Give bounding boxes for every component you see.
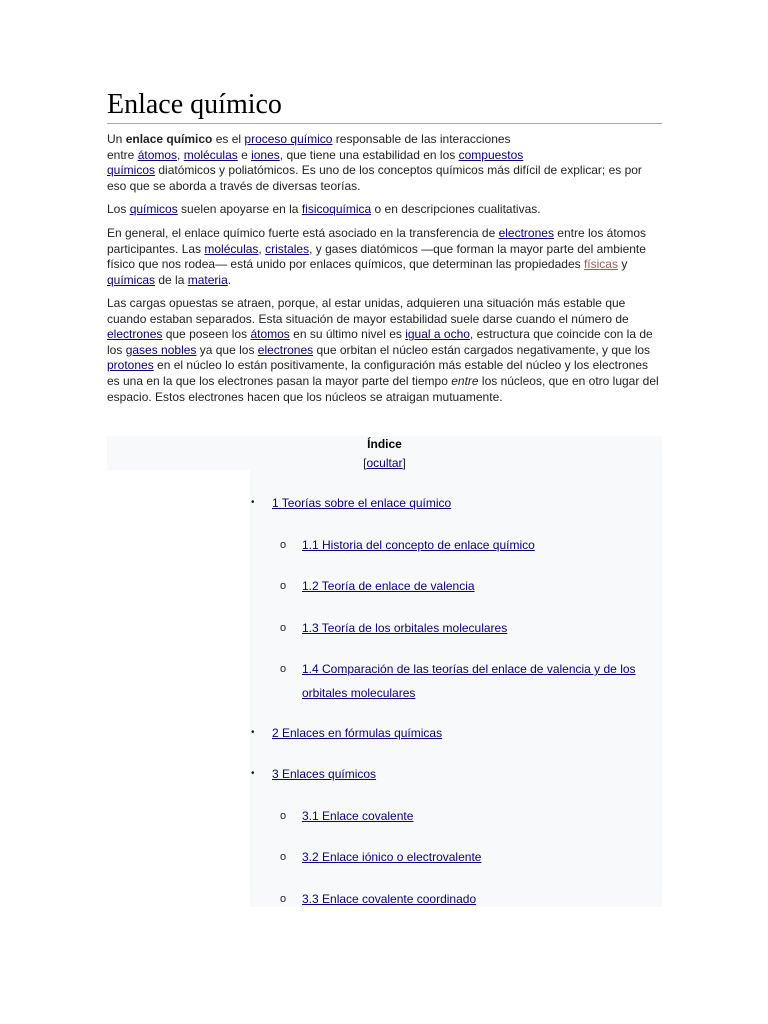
text: Un [107,132,126,146]
toc-link[interactable]: orbitales moleculares [302,686,416,700]
bullet-icon: • [251,768,255,779]
circle-bullet-icon: o [280,663,287,675]
link-compuestos[interactable]: compuestos [458,147,524,162]
text: , estructura que coincide con la de los [107,327,653,357]
link-gases-nobles[interactable]: gases nobles [125,342,197,357]
toc-item [251,721,443,745]
text: . [227,272,232,287]
text: los núcleos, que en otro lugar del espacio. Estos electrones hacen que los núcleos se atraigan mutuamente. [107,373,659,404]
link-quimicos[interactable]: químicos [107,163,156,178]
toc-item [251,491,452,515]
text: entre los átomos participantes. Las [107,226,646,256]
toc-link[interactable]: 1 Teorías sobre el enlace químico [272,496,452,510]
text: responsable de las interacciones [332,132,511,146]
text: diatómicos y poliatómicos. Es uno de los conceptos químicos más difícil de explicar; es por eso que se aborda a través de diversas teorías. [107,163,642,193]
text: en su último nivel es [289,327,406,342]
link-moleculas[interactable]: moléculas [204,241,259,256]
toc-item [280,804,414,828]
circle-bullet-icon: o [280,851,287,863]
link-moleculas[interactable]: moléculas [183,147,238,162]
text: en el núcleo lo están positivamente, la configuración más estable del núcleo y los electrones es una en la que los electrones pasan la mayor parte del tiempo [107,358,648,388]
bracket: ] [402,456,406,470]
toc-link[interactable]: 1.2 Teoría de enlace de valencia [302,579,475,593]
text: En general, el enlace químico fuerte está asociado en la transferencia de [107,226,499,240]
toc-item [280,574,475,598]
link-fisicoquimica[interactable]: fisicoquímica [301,202,372,216]
toc-item [280,887,477,911]
toc-link[interactable]: 3 Enlaces químicos [272,767,377,781]
page-title: Enlace químico [107,88,662,124]
toc-link[interactable]: 3.3 Enlace covalente coordinado [302,892,477,906]
toc-title: Índice [367,437,402,451]
text: , que tiene una estabilidad en los [279,147,459,162]
toc-toggle [107,456,662,470]
paragraph-3 [107,226,662,288]
bullet-icon: • [251,727,255,738]
toc-item [280,616,508,640]
link-igual-a-ocho[interactable]: igual a ocho [405,327,470,342]
toc-link[interactable]: 1.4 Comparación de las teorías del enlace de valencia y de los [302,662,636,676]
link-protones[interactable]: protones [107,358,154,373]
toc-item [251,762,377,786]
link-quimicos[interactable]: químicos [129,202,178,216]
link-electrones[interactable]: electrones [257,342,314,357]
link-atomos[interactable]: átomos [137,147,178,162]
text: entre [107,147,138,162]
text: suelen apoyarse en la [177,202,302,216]
link-iones[interactable]: iones [251,147,280,162]
text: que orbitan el núcleo están cargados negativamente, y que los [313,342,651,357]
circle-bullet-icon: o [280,539,287,551]
text: ya que los [196,342,258,357]
toc-item [280,533,535,557]
link-atomos[interactable]: átomos [250,327,290,342]
link-quimicas[interactable]: químicas [107,272,156,287]
text: , y gases diatómicos —que forman la mayor parte del ambiente físico que nos rodea— está unido por enlaces químicos, que determinan las propiedades [107,241,646,272]
toc-link[interactable]: 1.3 Teoría de los orbitales moleculares [302,621,508,635]
text: Las cargas opuestas se atraen, porque, al estar unidas, adquieren una situación más estable que cuando estaban separados. Esta situación de mayor estabilidad suele darse cuando el número de [107,296,629,326]
text: y [617,257,628,272]
link-proceso-quimico[interactable]: proceso químico [244,132,333,146]
toc-link[interactable]: 3.1 Enlace covalente [302,809,414,823]
link-electrones[interactable]: electrones [498,226,554,240]
link-materia[interactable]: materia [187,272,228,287]
toc-link[interactable]: 3.2 Enlace iónico o electrovalente [302,850,482,864]
circle-bullet-icon: o [280,810,287,822]
toc-item [280,657,662,705]
bold-term: enlace químico [125,132,213,146]
toc-link[interactable]: 2 Enlaces en fórmulas químicas [272,726,443,740]
toc-item [280,845,482,869]
paragraph-2 [107,202,662,218]
circle-bullet-icon: o [280,893,287,905]
link-electrones[interactable]: electrones [107,327,163,342]
intro-paragraph [107,132,662,194]
toc-link[interactable]: 1.1 Historia del concepto de enlace químico [302,538,535,552]
text: o en descripciones cualitativas. [371,202,541,216]
text: de la [155,272,188,287]
text: que poseen los [162,327,251,342]
link-fisicas[interactable]: físicas [583,257,618,272]
bullet-icon: • [251,497,255,508]
toc-hide-link[interactable]: ocultar [366,456,403,470]
text: e [237,147,252,162]
bracket: [ [363,456,367,470]
italic-term: entre [451,373,479,388]
link-cristales[interactable]: cristales [265,241,310,256]
circle-bullet-icon: o [280,622,287,634]
text: , [258,241,266,256]
text: , [177,147,184,162]
circle-bullet-icon: o [280,580,287,592]
text: Los [107,202,130,216]
text: es el [212,132,245,146]
paragraph-4 [107,296,662,405]
